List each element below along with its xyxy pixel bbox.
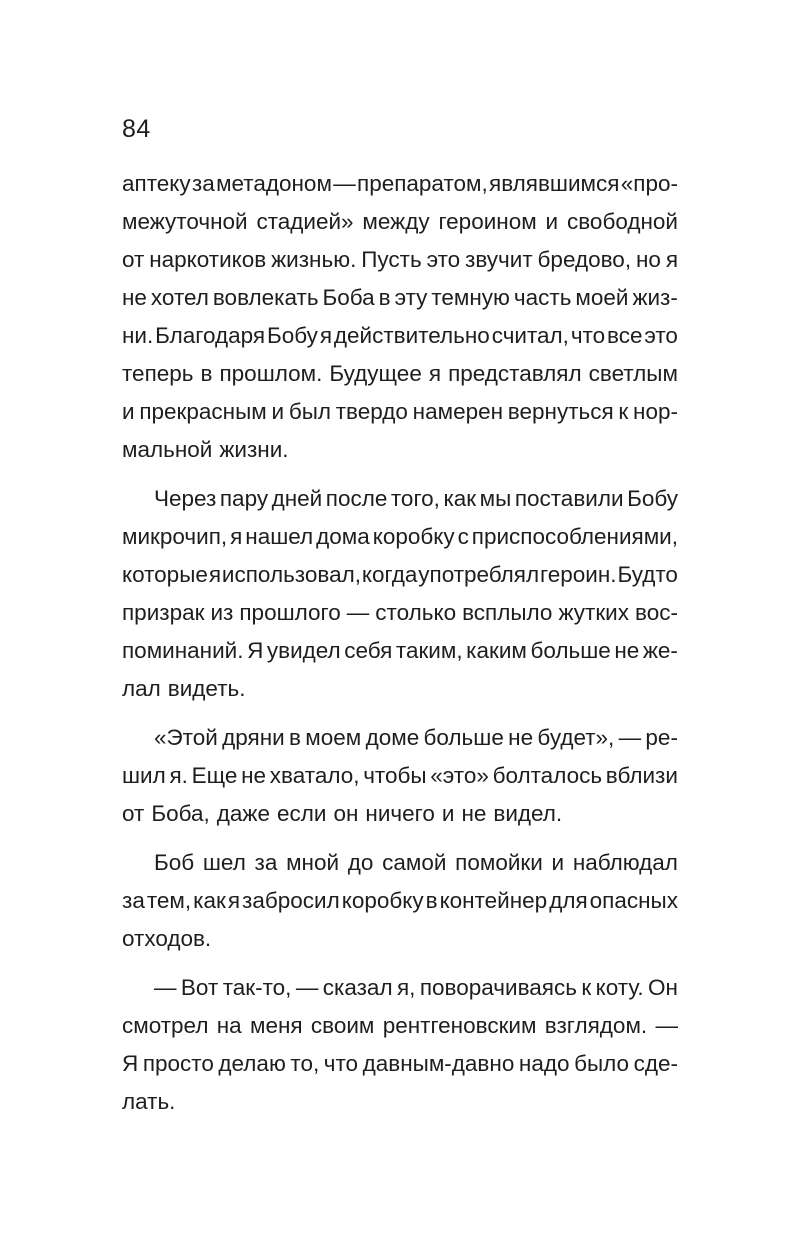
text-line: призрак из прошлого — столько всплыло жутких вос- — [122, 600, 678, 625]
paragraph — [122, 844, 678, 958]
text-line: ни. Благодаря Бобу я действительно считал, что все это — [122, 323, 678, 348]
text-line: которые я использовал, когда употреблял героин. Будто — [122, 562, 678, 587]
text-line: лал видеть. — [122, 676, 246, 701]
text-line: мальной жизни. — [122, 437, 289, 462]
text-line: «Этой дряни в моем доме больше не будет», — ре- — [154, 725, 678, 750]
text-line: смотрел на меня своим рентгеновским взглядом. — — [122, 1013, 678, 1038]
text-line: от Боба, даже если он ничего и не видел. — [122, 801, 563, 826]
text-line: аптеку за метадоном — препаратом, являвшимся «про- — [122, 171, 678, 196]
text-line: шил я. Еще не хватало, чтобы «это» болталось вблизи — [122, 763, 678, 788]
text-line: теперь в прошлом. Будущее я представлял светлым — [122, 361, 678, 386]
text-line: межуточной стадией» между героином и свободной — [122, 209, 678, 234]
paragraph — [122, 969, 678, 1121]
paragraph — [122, 719, 678, 833]
text-line: микрочип, я нашел дома коробку с приспособлениями, — [122, 524, 678, 549]
paragraph — [122, 165, 678, 469]
text-line: за тем, как я забросил коробку в контейнер для опасных — [122, 888, 678, 913]
text-line: и прекрасным и был твердо намерен вернуться к нор- — [122, 399, 678, 424]
text-line: поминаний. Я увидел себя таким, каким больше не же- — [122, 638, 678, 663]
text-line: Я просто делаю то, что давным-давно надо было сде- — [122, 1051, 678, 1076]
text-line: не хотел вовлекать Боба в эту темную часть моей жиз- — [122, 285, 678, 310]
text-line: Боб шел за мной до самой помойки и наблюдал — [154, 850, 678, 875]
page-number: 84 — [122, 115, 151, 143]
text-line: лать. — [122, 1089, 176, 1114]
text-body — [122, 165, 678, 1132]
text-line: — Вот так-то, — сказал я, поворачиваясь к коту. Он — [154, 975, 678, 1000]
text-line: от наркотиков жизнью. Пусть это звучит бредово, но я — [122, 247, 678, 272]
text-line: отходов. — [122, 926, 212, 951]
text-line: Через пару дней после того, как мы поставили Бобу — [154, 486, 678, 511]
paragraph — [122, 480, 678, 708]
